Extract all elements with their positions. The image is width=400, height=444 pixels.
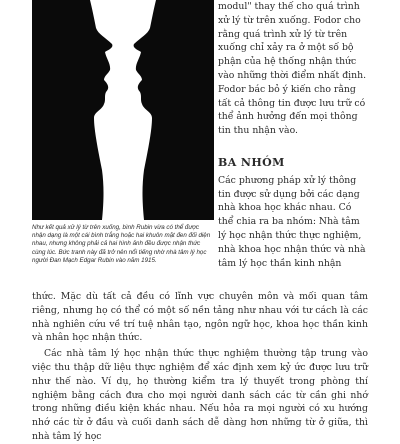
section-heading: BA NHÓM — [218, 155, 285, 169]
right-column — [218, 0, 368, 270]
full-width-text — [32, 290, 368, 444]
rubin-vase-illustration — [32, 0, 214, 220]
figure-caption: Như kết quả xử lý từ trên xuống, bình Rubin vừa có thể được nhận dạng là một cái bình trắng hoặc hai khuôn mặt đen đối diện nhau, nhưng không phải cả hai hình ảnh đều được nhận thức cùng lúc. Bức tranh này đã trở nên nổi tiếng nhờ nhà tâm lý học người Đan Mạch Edgar Rubin vào năm 1915. — [32, 224, 211, 264]
body-paragraph-1: thức. Mặc dù tất cả đều có lĩnh vực chuyên môn và mối quan tâm riêng, nhưng họ có thể có một số nền tảng như nhau với tư cách là các nhà nghiên cứu về trí tuệ nhân tạo, ngôn ngữ học, khoa học thần kinh và nhân học nhận thức. — [32, 291, 368, 344]
body-paragraph-2: Các nhà tâm lý học nhận thức thực nghiệm thường tập trung vào việc thu thập dữ liệu thực nghiệm để xác định xem kỷ ức được lưu trữ như thế nào. Ví dụ, họ thường kiểm tra lý thuyết trong phòng thí nghiệm bằng cách đưa cho mọi người danh sách các từ cần ghi nhớ trong những điều kiện khác nhau. Nếu hỏa ra mọi người có xu hướng nhớ các từ ở đầu và cuối danh sách dễ dàng hơn những từ ở giữa, thì nhà tâm lý học — [32, 348, 368, 442]
intro-paragraph: modul" thay thế cho quá trình xử lý từ trên xuống. Fodor cho rằng quá trình xử lý từ trên xuống chỉ xảy ra ở một số bộ phận của hệ thống nhận thức vào những thời điểm nhất định. Fodor bác bỏ ý kiến cho rằng tất cả thông tin được lưu trữ có thể ảnh hưởng đến mọi thông tin thu nhận vào. — [218, 1, 367, 137]
section-start-paragraph: Các phương pháp xử lý thông tin được sử dụng bởi các dạng nhà khoa học khác nhau. Có thể chia ra ba nhóm: Nhà tâm lý học nhận thức thực nghiệm, nhà khoa học nhận thức và nhà tâm lý học thần kinh nhận — [218, 174, 366, 269]
rubin-vase-figure — [32, 0, 214, 220]
